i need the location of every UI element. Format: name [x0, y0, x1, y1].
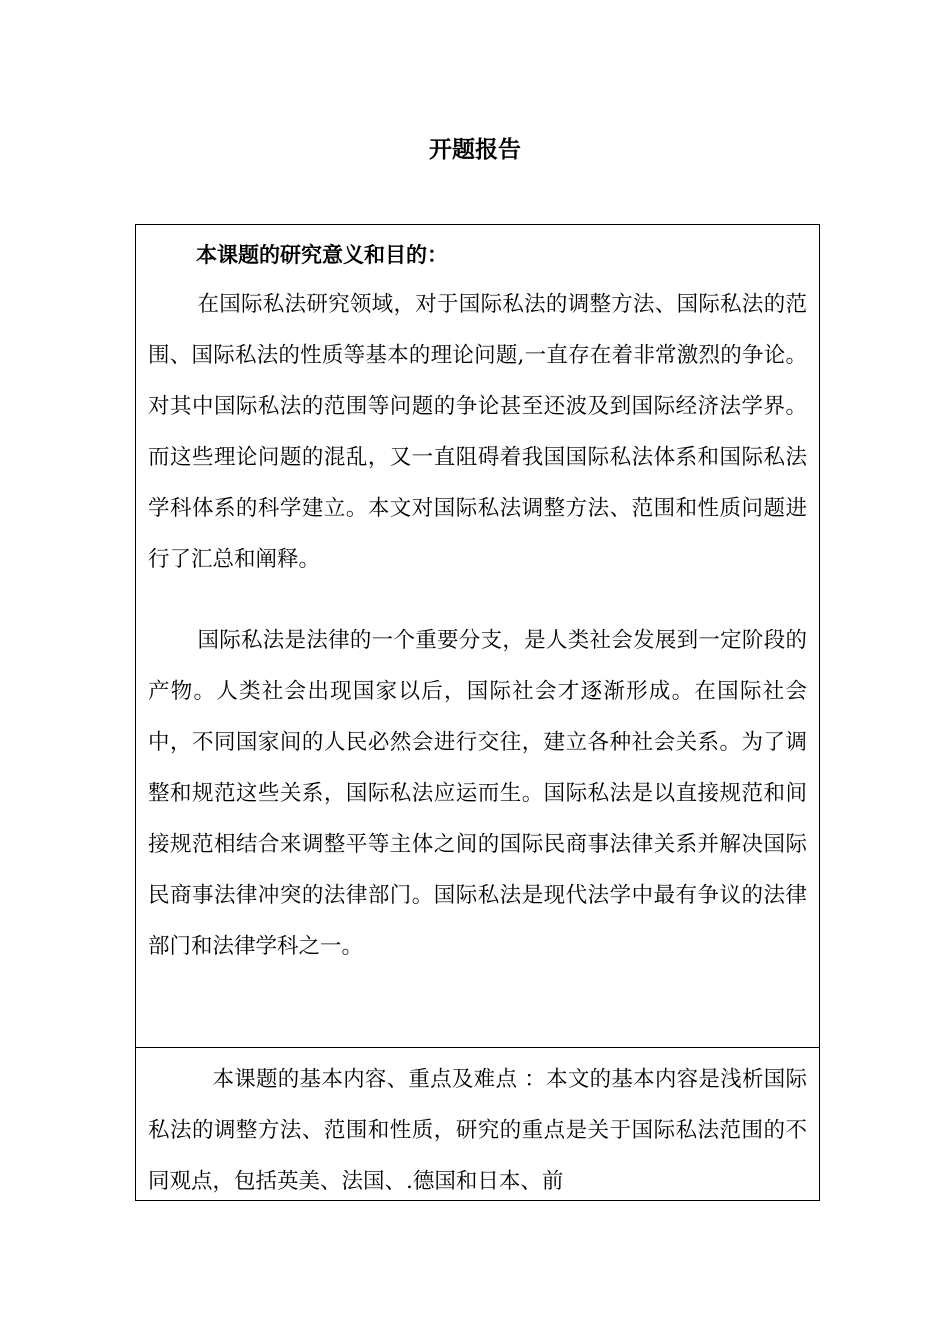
paragraph: 国际私法是法律的一个重要分支，是人类社会发展到一定阶段的产物。人类社会出现国家以后，国际社会才逐渐形成。在国际社会中，不同国家间的人民必然会进行交往，建立各种社会关系。为了调整和规范这些关系，国际私法应运而生。国际私法是以直接规范和间接规范相结合来调整平等主体之间的国际民商事法律关系并解决国际民商事法律冲突的法律部门。国际私法是现代法学中最有争议的法律部门和法律学科之一。	[148, 628, 807, 959]
paragraph: 本课题的基本内容、重点及难点 ：本文的基本内容是浅析国际私法的调整方法、范围和性质，研究的重点是关于国际私法范围的不同观点，包括英美、法国、.德国和日本、前	[148, 1067, 807, 1194]
page-title: 开题报告	[429, 137, 521, 163]
paragraph: 在国际私法研究领域，对于国际私法的调整方法、国际私法的范围、国际私法的性质等基本的理论问题,一直存在着非常激烈的争论。对其中国际私法的范围等问题的争论甚至还波及到国际经济法学界。而这些理论问题的混乱，又一直阻碍着我国国际私法体系和国际私法学科体系的科学建立。本文对国际私法调整方法、范围和性质问题进行了汇总和阐释。	[148, 292, 807, 572]
section-heading: 本课题的研究意义和目的：	[196, 243, 448, 267]
basic-content-cell	[136, 1048, 819, 1200]
research-significance-cell	[136, 225, 819, 1048]
report-table	[135, 224, 820, 1201]
